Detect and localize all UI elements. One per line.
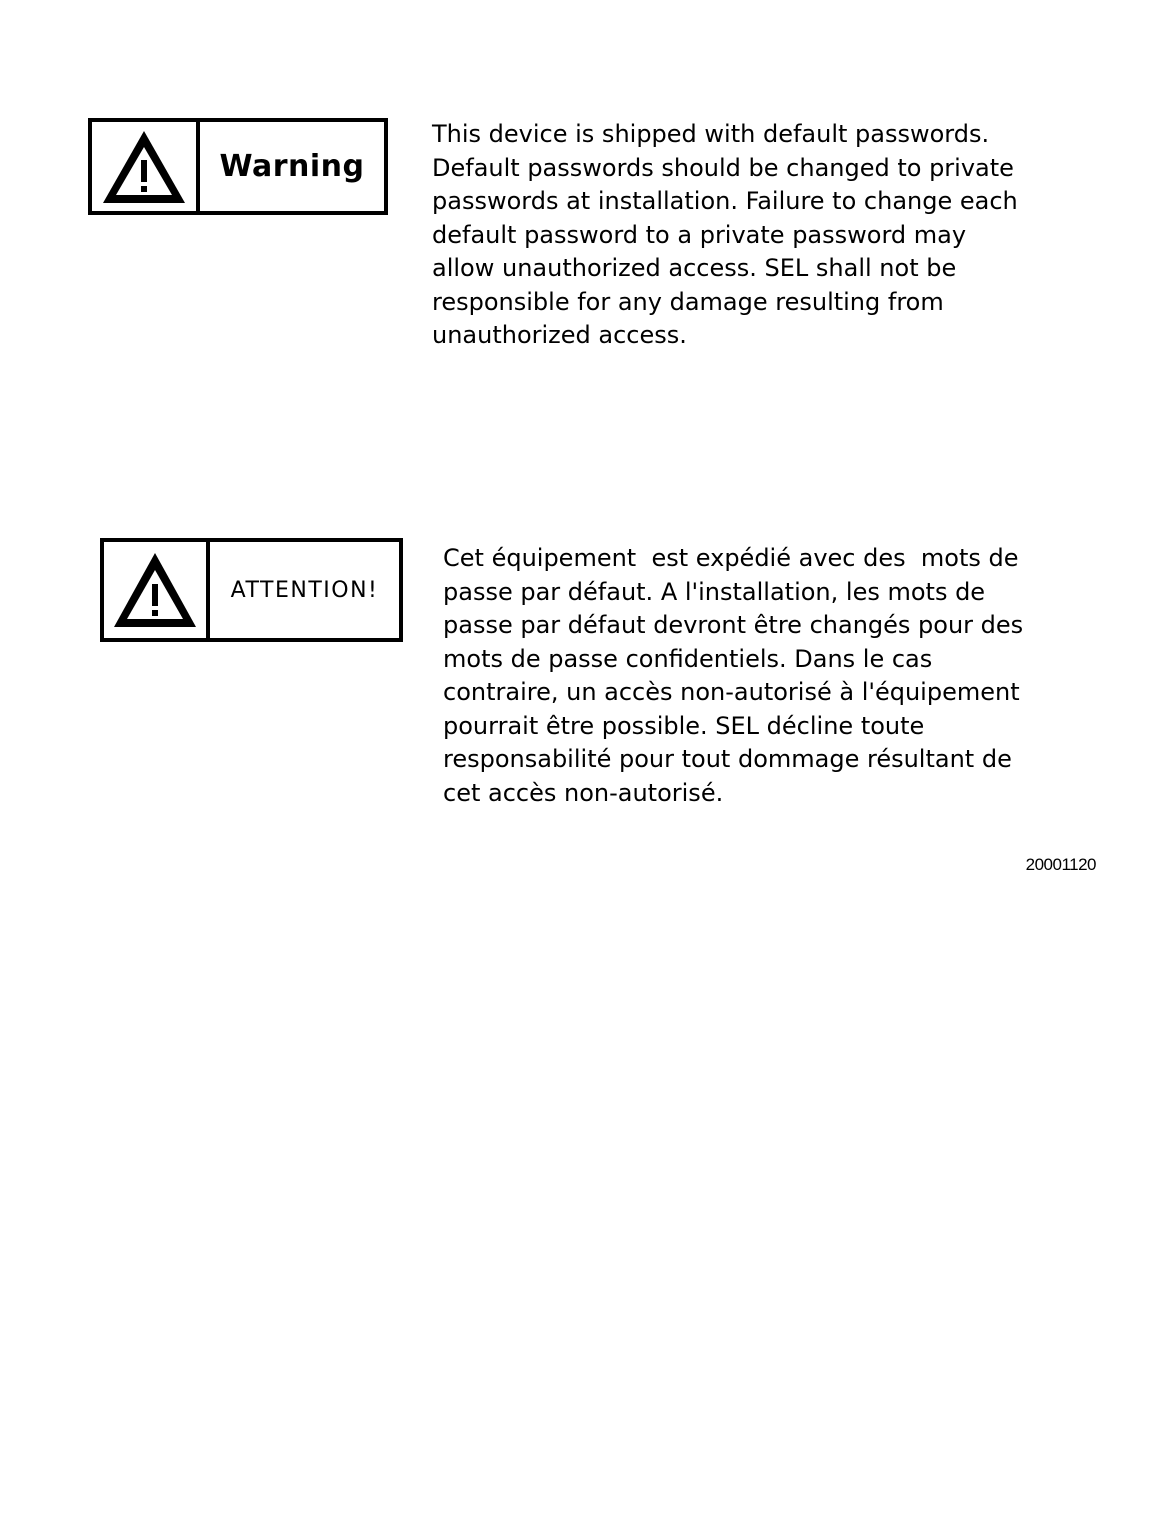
- warning-line: default password to a private password may: [432, 220, 967, 249]
- warning-heading: Warning: [219, 149, 365, 184]
- attention-heading: ATTENTION!: [230, 577, 379, 603]
- attention-icon-cell: [104, 542, 210, 638]
- attention-line: mots de passe confidentiels. Dans le cas: [443, 644, 933, 673]
- attention-line: passe par défaut devront être changés pour des: [443, 611, 1024, 639]
- attention-line: cet accès non-autorisé.: [443, 778, 724, 807]
- warning-line: Default passwords should be changed to private: [432, 153, 1014, 182]
- attention-line: responsabilité pour tout dommage résultant de: [443, 745, 1012, 773]
- warning-line: unauthorized access.: [432, 321, 687, 349]
- warning-label-box: [88, 118, 388, 215]
- attention-label-box: [100, 538, 403, 642]
- attention-line: pourrait être possible. SEL décline toute: [443, 711, 925, 740]
- document-code: 20001120: [1025, 855, 1096, 874]
- warning-triangle-icon: [110, 549, 200, 631]
- warning-line: This device is shipped with default passwords.: [432, 120, 990, 148]
- warning-triangle-icon: [99, 127, 189, 207]
- attention-message: [443, 542, 1123, 810]
- warning-icon-cell: [92, 122, 200, 211]
- attention-line: passe par défaut. A l'installation, les mots de: [443, 577, 986, 606]
- attention-line: Cet équipement est expédié avec des mots de: [443, 544, 1019, 572]
- warning-line: responsible for any damage resulting from: [432, 287, 944, 316]
- warning-line: passwords at installation. Failure to change each: [432, 187, 1018, 215]
- attention-line: contraire, un accès non-autorisé à l'équipement: [443, 678, 1020, 706]
- warning-message: [432, 118, 1112, 353]
- warning-line: allow unauthorized access. SEL shall not be: [432, 254, 957, 282]
